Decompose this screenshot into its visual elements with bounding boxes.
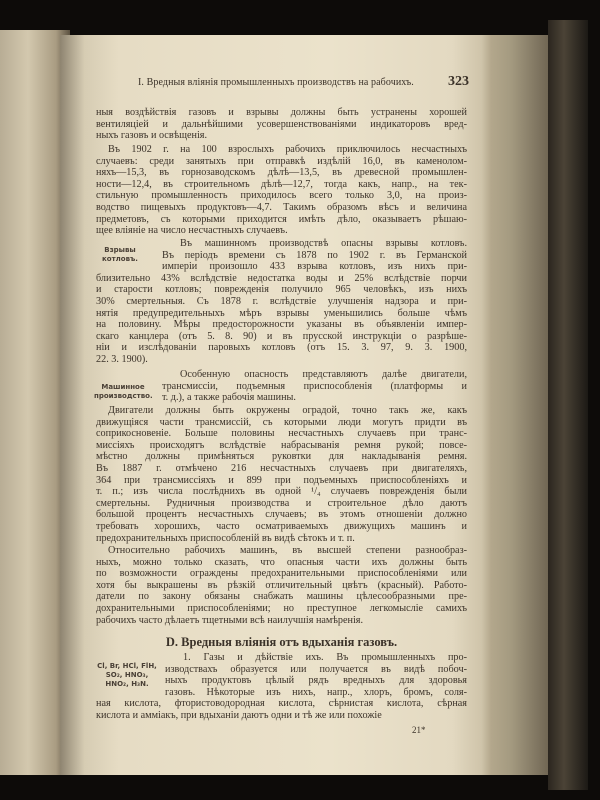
- text-line: т. п.; изъ числа послѣднихъ въ одной ¹/₄ случаевъ поврежденія были: [96, 486, 467, 498]
- book-cover-edge: [548, 20, 588, 790]
- page-number: 323: [448, 74, 469, 89]
- text-line: Въ 1902 г. на 100 взрослыхъ рабочихъ приключилось несчастныхъ: [108, 144, 467, 155]
- text-line: миссіяхъ происходятъ вслѣдствіе набрасыванія ремня рукой; повсе-: [96, 439, 467, 451]
- paragraph-2: [96, 144, 467, 237]
- text-line: ныхъ продуктовъ цѣлый рядъ вредныхъ для здоровья: [165, 675, 467, 687]
- text-line: мѣстно должны примѣняться руковтки для накладыванія ремня.: [96, 451, 467, 463]
- paragraph-5: [96, 405, 467, 544]
- text-line: смертельны. Рудничныя производства и строительное дѣло даютъ: [96, 497, 467, 509]
- running-header: I. Вредныя вліянія промышленныхъ производствъ на рабочихъ.: [138, 77, 414, 88]
- text-line: ныхъ, можно только сказать, что опасныя части ихъ должны быть: [96, 556, 467, 568]
- signature-mark: 21*: [412, 725, 426, 735]
- text-line: щее вліяніе на число несчастныхъ случаевъ.: [96, 225, 288, 237]
- margin-note-gases: Cl, Br, HCl, FlH, SO₂, HNO₃, HNO₂, H₃N.: [97, 662, 157, 688]
- text-line: нятія предупредительныхъ мѣръ взрывы уменьшились больше чѣмъ: [96, 307, 467, 319]
- text-line: соприкосновеніе. Больше половины несчастныхъ случаевъ при транс-: [96, 428, 467, 440]
- paragraph-7: [96, 652, 467, 722]
- text-line: т. д.), а также рабочія машины.: [162, 392, 296, 404]
- paragraph-1: [96, 107, 467, 142]
- text-line: дохранительными приспособленіями; но преступное легкомысліе самихъ: [96, 602, 467, 614]
- text-line: Особенную опасность представляютъ далѣе двигатели,: [180, 369, 467, 380]
- text-line: стильную промышленность приходилось всего только 3,0, на произ-: [96, 190, 467, 202]
- text-line: кислота и аммiакъ, при вдыханiи даютъ одни и тѣ же или похожіе: [96, 709, 382, 721]
- text-line: ная кислота, фтористоводородная кислота, сѣрнистая кислота, сѣрная: [96, 698, 467, 710]
- text-line: изводствахъ образуется или получается въ видѣ побоч-: [165, 663, 467, 675]
- text-line: по возможности ограждены предохранительными приспособленіями или: [96, 568, 467, 580]
- text-line: ніи и изслѣдованіи паровыхъ котловъ (отъ 15. 3. 97, 9. 3. 1900,: [96, 342, 467, 354]
- text-line: большой процентъ несчастныхъ случаевъ; въ этомъ отношеніи должно: [96, 509, 467, 521]
- paragraph-3: [96, 238, 467, 366]
- text-line: 22. 3. 1900).: [96, 353, 148, 365]
- text-line: Въ періодъ времени съ 1878 по 1902 г. въ Германской: [162, 249, 467, 261]
- text-line: трансмиссіи, подъемныя приспособленія (платформы и: [162, 380, 467, 392]
- text-line: на половину. Мѣры предосторожности указаны въ объявленіи импер-: [96, 319, 467, 331]
- text-line: няхъ—15,3, въ горнозаводскомъ дѣлѣ—13,5, въ древесной промышлен-: [96, 167, 467, 179]
- text-line: близительно 43% вслѣдствіе недостатка воды и 25% вслѣдствіе порчи: [96, 272, 467, 284]
- text-line: движущіяся части трансмиссій, съ которыми люди могутъ придти въ: [96, 416, 467, 428]
- text-line: 1. Газы и дѣйствіе ихъ. Въ промышленныхъ про-: [183, 652, 467, 663]
- text-line: газовъ. Нѣкоторые изъ нихъ, напр., хлоръ, бромъ, соля-: [165, 686, 467, 698]
- paragraph-6: [96, 545, 467, 626]
- text-line: имперіи произошло 433 взрыва котловъ, изъ нихъ при-: [162, 261, 467, 273]
- text-line: случаевъ: среди занятыхъ при отправкѣ издѣлій 16,0, въ каменолом-: [96, 155, 467, 167]
- text-line: вентиляціей и дальнѣйшими усовершенствованіями индикаторовъ вред-: [96, 118, 467, 130]
- margin-note-boilers: Взрывы котловъ.: [102, 246, 138, 263]
- text-line: Относительно рабочихъ машинъ, въ высшей степени разнообраз-: [108, 545, 467, 556]
- text-line: предметовъ, съ которыми приходится имѣть дѣло, оказываетъ рѣшаю-: [96, 213, 467, 225]
- text-line: датели по закону обязаны снабжать машины цѣлесообразными пре-: [96, 591, 467, 603]
- text-line: предохранительныхъ приспособленій въ видѣ сѣтокъ и т. п.: [96, 532, 355, 544]
- text-line: хотя бы выкрашены въ рѣзкій отличительный цвѣтъ (красный). Работо-: [96, 579, 467, 591]
- text-line: Въ машинномъ производствѣ опасны взрывы котловъ.: [180, 238, 467, 249]
- margin-note-machinery: Машинное производство.: [94, 383, 153, 400]
- text-line: 364 при трансмиссіяхъ и 899 при подъемныхъ приспособленіяхъ и: [96, 474, 467, 486]
- text-line: и старости котловъ; поврежденія получило 965 человѣкъ, изъ нихъ: [96, 284, 467, 296]
- text-line: ныхъ газовъ и освѣщенія.: [96, 130, 208, 142]
- text-line: Двигатели должны быть окружены оградой, точно такъ же, какъ: [108, 405, 467, 416]
- text-line: 30% смертельныя. Съ 1878 г. вслѣдствіе улучшенія надзора и при-: [96, 295, 467, 307]
- text-line: требовать хорошихъ, часто осматриваемыхъ движущихъ машинъ и: [96, 520, 467, 532]
- text-line: водство пищевыхъ продуктовъ—4,7. Такимъ образомъ вѣсъ и величина: [96, 201, 467, 213]
- text-line: ныя воздѣйствія газовъ и взрывы должны быть устранены хорошей: [96, 107, 467, 118]
- text-line: рабочихъ часто дѣлаетъ тщетными всѣ наилучшія намѣренія.: [96, 614, 364, 626]
- paragraph-4: [96, 369, 467, 404]
- text-line: скаго канцлера (отъ 5. 8. 90) и въ прусской инструкціи о разрѣше-: [96, 330, 467, 342]
- section-heading: D. Вредныя вліянія отъ вдыханія газовъ.: [165, 635, 398, 649]
- text-line: ности—12,4, въ строительномъ дѣлѣ—12,7, тогда какъ, напр., на тек-: [96, 178, 467, 190]
- text-line: Въ 1887 г. отмѣчено 216 несчастныхъ случаевъ при двигателяхъ,: [96, 462, 467, 474]
